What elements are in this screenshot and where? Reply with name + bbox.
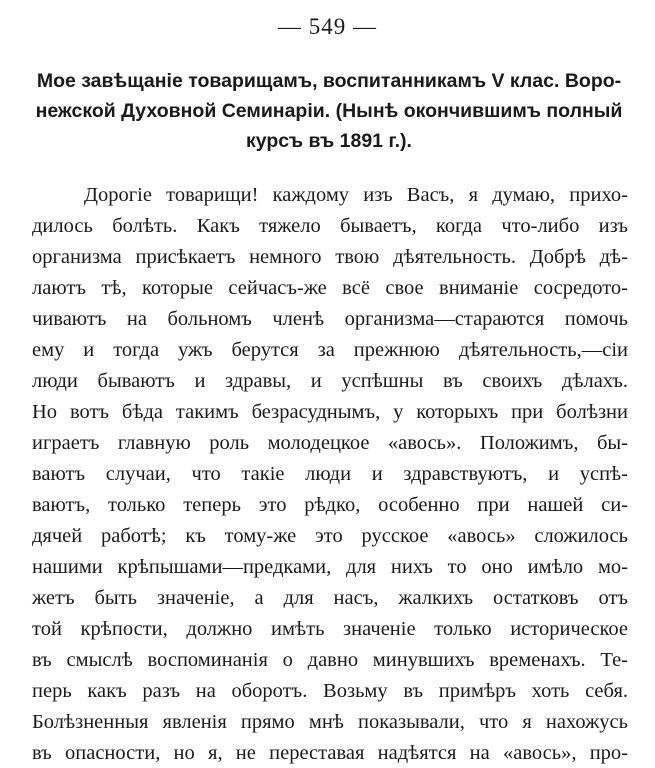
body-line: жетъ быть значеніе, а для насъ, жалкихъ остатковъ отъ	[32, 587, 628, 609]
body-line: ваютъ, только теперь это рѣдко, особенно при нашей си-	[32, 494, 628, 516]
body-line: Дорогіе товарищи! каждому изъ Васъ, я думаю, прихо-	[84, 184, 628, 206]
title-line: курсъ въ 1891 г.).	[246, 130, 412, 152]
body-line: той крѣпости, должно имѣть значеніе только историческое	[32, 618, 628, 640]
body-line: лаютъ тѣ, которые сейчасъ-же всё свое вниманіе сосредото-	[32, 277, 628, 299]
body-line: играетъ главную роль молодецкое «авось». Положимъ, бы-	[32, 432, 628, 454]
page-number: — 549 —	[278, 14, 377, 39]
body-line: нашими крѣпышами—предками, для нихъ то оно имѣло мо-	[32, 556, 628, 578]
title-line: нежской Духовной Семинаріи. (Нынѣ окончившимъ полный	[35, 100, 623, 122]
body-line: Болѣзненныя явленія прямо мнѣ показывали, что я нахожусь	[32, 711, 628, 733]
body-line: дилось болѣть. Какъ тяжело бываетъ, когда что-либо изъ	[32, 215, 628, 237]
body-line: ваютъ случаи, что такіе люди и здравствуютъ, и успѣ-	[32, 463, 628, 485]
body-line: люди бываютъ и здравы, и успѣшны въ своихъ дѣлахъ.	[32, 370, 628, 392]
body-line: въ опасности, но я, не переставая надѣятся на «авось», про-	[32, 742, 628, 764]
body-line: перь какъ разъ на оборотъ. Возьму въ примѣръ хоть себя.	[32, 680, 628, 702]
body-line: ему и тогда ужъ берутся за прежнюю дѣятельность,—сіи	[32, 339, 628, 361]
body-line: въ смыслѣ воспоминанія о давно минувшихъ временахъ. Те-	[32, 649, 628, 671]
body-line: дячей работѣ; къ тому-же это русское «авось» сложилось	[32, 525, 628, 547]
body-line: чиваютъ на больномъ членѣ организма—стараются помочь	[32, 308, 628, 330]
body-line: организма присѣкаетъ немного твою дѣятельность. Добрѣ дѣ-	[32, 246, 628, 268]
body-line: Но вотъ бѣда такимъ безрасуднымъ, у которыхъ при болѣзни	[32, 401, 628, 423]
title-line: Мое завѣщаніе товарищамъ, воспитанникамъ V клас. Воро-	[36, 70, 622, 92]
article-title	[30, 66, 628, 156]
